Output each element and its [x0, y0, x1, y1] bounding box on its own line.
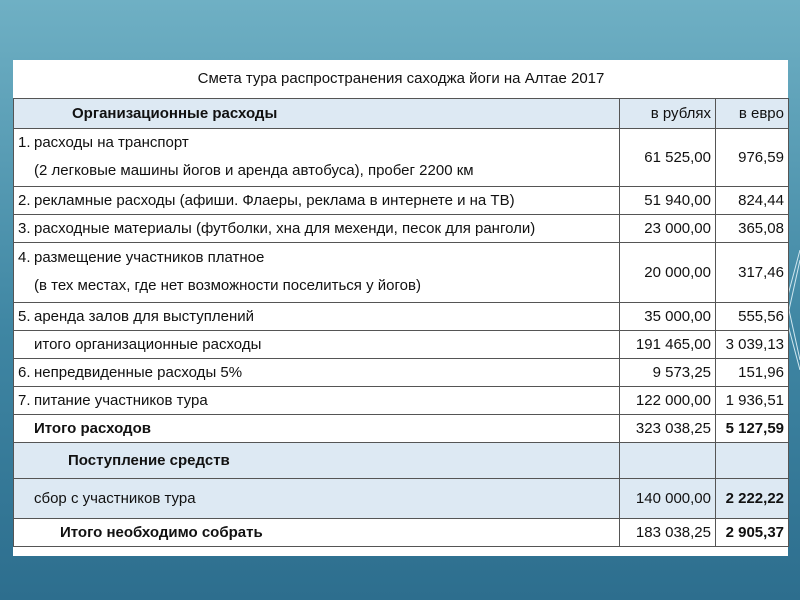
- row-number: 7.: [18, 391, 31, 409]
- income-rub: 140 000,00: [620, 478, 716, 518]
- header-row: [14, 98, 789, 128]
- row-subtext: (в тех местах, где нет возможности поселиться у йогов): [34, 277, 421, 294]
- row-rub: 51 940,00: [620, 186, 716, 214]
- row-text: размещение участников платное: [34, 249, 265, 266]
- row-description: [14, 242, 620, 302]
- row-eur: 976,59: [716, 128, 789, 186]
- row-description: [14, 358, 620, 386]
- table-row: [14, 386, 789, 414]
- row-rub: 35 000,00: [620, 302, 716, 330]
- row-text: расходы на транспорт: [34, 134, 189, 151]
- row-rub: 9 573,25: [620, 358, 716, 386]
- row-description: [14, 302, 620, 330]
- table-row: [14, 128, 789, 186]
- row-number: 6.: [18, 363, 31, 381]
- row-eur: 365,08: [716, 214, 789, 242]
- section-header: Организационные расходы: [14, 98, 620, 128]
- row-number: 4.: [18, 249, 31, 266]
- need-label: Итого необходимо собрать: [14, 518, 620, 546]
- total-rub: 323 038,25: [620, 414, 716, 442]
- need-eur: 2 905,37: [716, 518, 789, 546]
- row-rub: 61 525,00: [620, 128, 716, 186]
- row-text: рекламные расходы (афиши. Флаеры, реклама в интернете и на ТВ): [34, 191, 515, 209]
- income-header-row: [14, 442, 789, 478]
- row-description: [14, 186, 620, 214]
- row-rub: 23 000,00: [620, 214, 716, 242]
- row-number: 2.: [18, 191, 31, 209]
- income-header-eur: [716, 442, 789, 478]
- need-rub: 183 038,25: [620, 518, 716, 546]
- title-row: [14, 60, 789, 98]
- subtotal-eur: 3 039,13: [716, 330, 789, 358]
- row-description: [14, 386, 620, 414]
- table-row: [14, 358, 789, 386]
- row-rub: 20 000,00: [620, 242, 716, 302]
- row-eur: 824,44: [716, 186, 789, 214]
- row-text: непредвиденные расходы 5%: [34, 363, 243, 381]
- income-row: [14, 478, 789, 518]
- subtotal-rub: 191 465,00: [620, 330, 716, 358]
- row-description: [14, 214, 620, 242]
- table-row: [14, 214, 789, 242]
- total-eur: 5 127,59: [716, 414, 789, 442]
- table-title: Смета тура распространения саходжа йоги на Алтае 2017: [14, 60, 789, 98]
- subtotal-row: [14, 330, 789, 358]
- subtotal-label: итого организационные расходы: [14, 330, 620, 358]
- total-label: Итого расходов: [14, 414, 620, 442]
- total-row: [14, 414, 789, 442]
- rub-header: в рублях: [620, 98, 716, 128]
- row-eur: 151,96: [716, 358, 789, 386]
- row-description: [14, 128, 620, 186]
- row-number: 3.: [18, 219, 31, 237]
- eur-header: в евро: [716, 98, 789, 128]
- income-header: Поступление средств: [14, 442, 620, 478]
- income-header-rub: [620, 442, 716, 478]
- row-number: 5.: [18, 307, 31, 325]
- row-rub: 122 000,00: [620, 386, 716, 414]
- income-label: сбор с участников тура: [14, 478, 620, 518]
- need-row: [14, 518, 789, 546]
- table-row: [14, 302, 789, 330]
- row-text: аренда залов для выступлений: [34, 307, 255, 325]
- row-subtext: (2 легковые машины йогов и аренда автобуса), пробег 2200 км: [34, 162, 474, 179]
- row-number: 1.: [18, 134, 31, 151]
- row-text: расходные материалы (футболки, хна для мехенди, песок для ранголи): [34, 219, 536, 237]
- row-eur: 1 936,51: [716, 386, 789, 414]
- row-text: питание участников тура: [34, 391, 208, 409]
- income-eur: 2 222,22: [716, 478, 789, 518]
- table-row: [14, 242, 789, 302]
- budget-table: [13, 60, 789, 547]
- table-row: [14, 186, 789, 214]
- row-eur: 555,56: [716, 302, 789, 330]
- row-eur: 317,46: [716, 242, 789, 302]
